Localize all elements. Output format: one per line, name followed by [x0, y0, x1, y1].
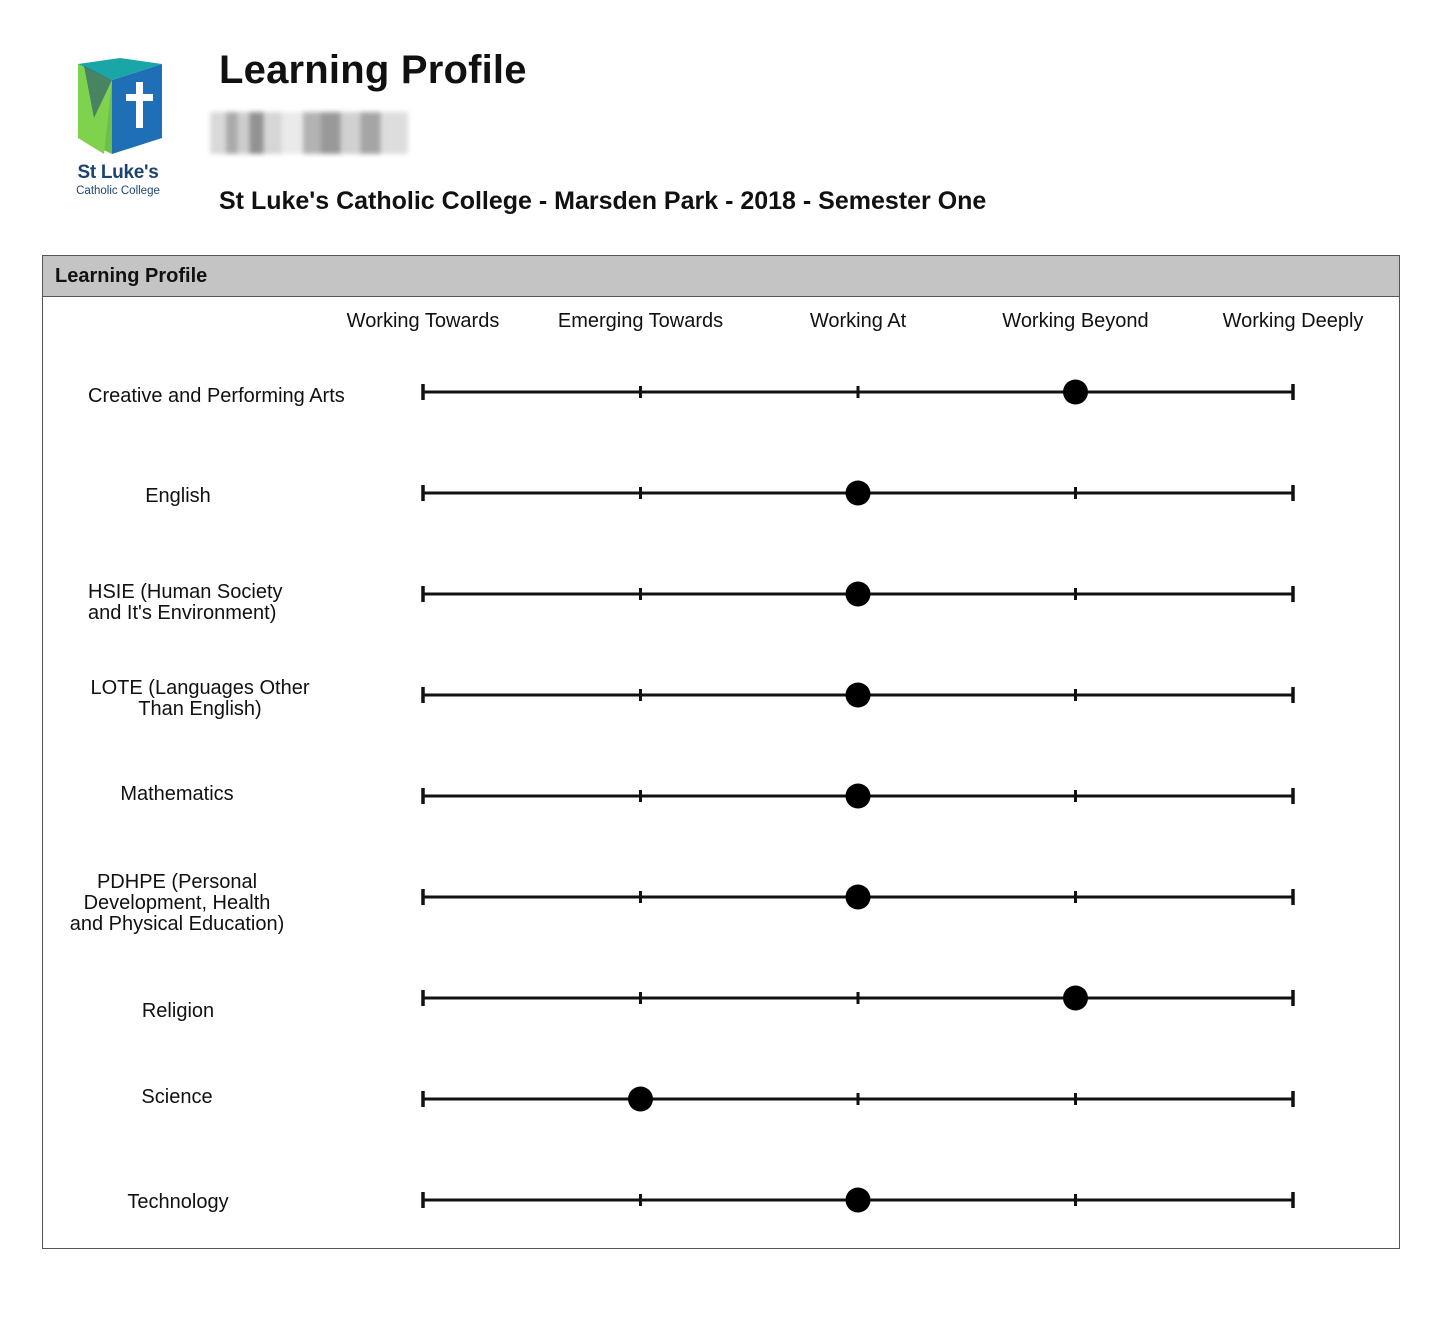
subject-label: LOTE (Languages Other Than English): [90, 677, 310, 720]
rating-scale-row: [423, 481, 1293, 506]
rating-marker: [846, 582, 871, 607]
subject-label: Technology: [127, 1191, 229, 1213]
rating-scale-row: [423, 1087, 1293, 1112]
rating-marker: [846, 784, 871, 809]
rating-marker: [1063, 380, 1088, 405]
subject-label: Science: [141, 1086, 213, 1108]
subject-label: Religion: [141, 1000, 215, 1022]
logo-subtitle: Catholic College: [76, 185, 160, 197]
level-header: Emerging Towards: [557, 310, 724, 332]
rating-scale-row: [423, 986, 1293, 1011]
page-title: Learning Profile: [219, 48, 527, 92]
rating-scale-row: [423, 582, 1293, 607]
rating-marker: [846, 683, 871, 708]
level-header: Working Towards: [346, 310, 500, 332]
rating-scale-row: [423, 683, 1293, 708]
rating-marker: [846, 1188, 871, 1213]
rating-scale-row: [423, 784, 1293, 809]
logo-name: St Luke's: [77, 162, 159, 183]
level-header: Working Deeply: [1222, 310, 1364, 332]
rating-scale-row: [423, 1188, 1293, 1213]
rating-scale-row: [423, 380, 1293, 405]
rating-marker: [846, 481, 871, 506]
subject-label: PDHPE (Personal Development, Health and Physical Education): [69, 871, 285, 935]
subject-label: Creative and Performing Arts: [88, 385, 345, 407]
level-header: Working At: [809, 310, 907, 332]
report-subtitle: St Luke's Catholic College - Marsden Park - 2018 - Semester One: [219, 187, 987, 215]
subject-label: English: [145, 485, 211, 507]
rating-marker: [628, 1087, 653, 1112]
subject-label: Mathematics: [120, 783, 234, 805]
rating-marker: [1063, 986, 1088, 1011]
subject-label: HSIE (Human Society and It's Environment): [88, 581, 283, 624]
rating-marker: [846, 885, 871, 910]
rating-scale-row: [423, 885, 1293, 910]
level-header: Working Beyond: [1002, 310, 1149, 332]
panel-title: Learning Profile: [55, 265, 208, 287]
